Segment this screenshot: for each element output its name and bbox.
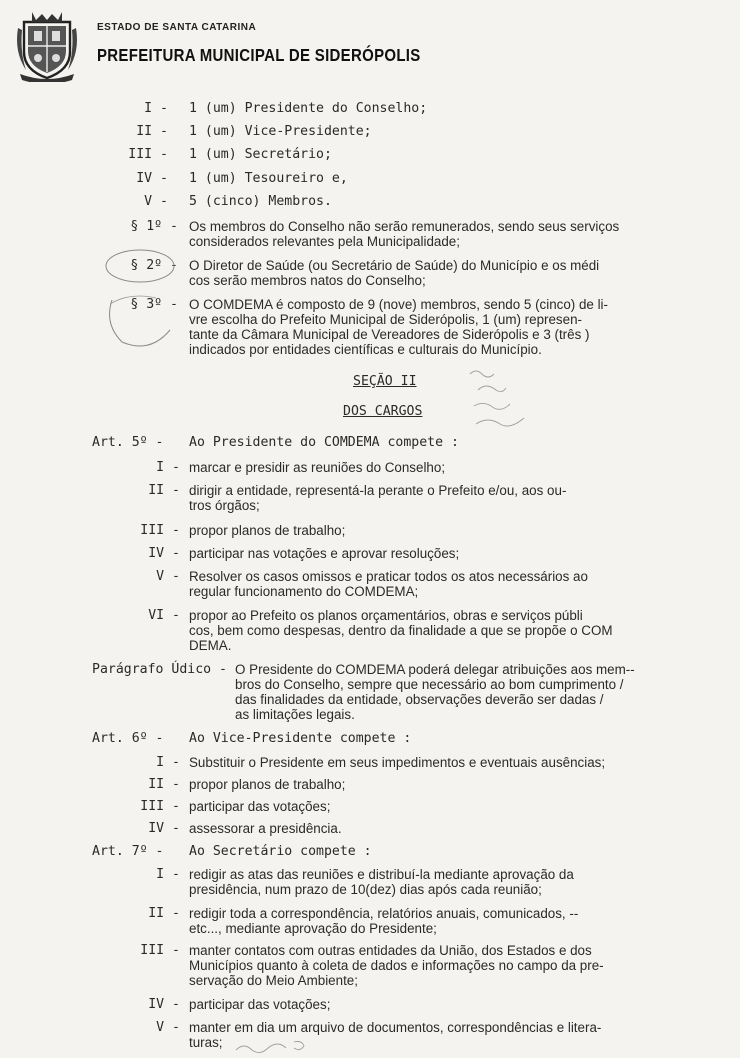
item-line: manter em dia um arquivo de documentos, correspondências e litera- (189, 1020, 602, 1035)
item-label: V - (156, 569, 180, 584)
item-label: I - (156, 755, 180, 770)
paragrafo-line: as limitações legais. (235, 707, 355, 722)
paragraph-line: O COMDEMA é composto de 9 (nove) membros, sendo 5 (cinco) de li- (189, 297, 608, 312)
list-text: 1 (um) Tesoureiro e, (189, 171, 348, 186)
item-label: III - (140, 943, 180, 958)
item-label: II - (148, 483, 180, 498)
item-line: propor planos de trabalho; (189, 523, 346, 538)
paragraph-line: vre escolha do Prefeito Municipal de Siderópolis, 1 (um) represen- (189, 312, 582, 327)
item-line: participar das votações; (189, 799, 331, 814)
header-state: ESTADO DE SANTA CATARINA (97, 22, 257, 33)
item-line: tros órgãos; (189, 498, 260, 513)
pencil-scribble-icon (232, 1036, 322, 1056)
paragraph-line: tante da Câmara Municipal de Vereadores de Siderópolis e 3 (três ) (189, 327, 590, 342)
item-line: Resolver os casos omissos e praticar todos os atos necessários ao (189, 569, 588, 584)
item-label: III - (140, 523, 180, 538)
article-text: Ao Presidente do COMDEMA compete : (189, 435, 459, 450)
paragrafo-line: das finalidades da entidade, observações deverão ser dadas / (235, 692, 604, 707)
article-label: Art. 6º - (92, 731, 164, 746)
article-text: Ao Vice-Presidente compete : (189, 731, 412, 746)
pencil-circle-marks-icon (100, 244, 180, 352)
item-line: propor planos de trabalho; (189, 777, 346, 792)
paragraph-line: cos serão membros natos do Conselho; (189, 273, 426, 288)
item-line: etc..., mediante aprovação do Presidente; (189, 921, 437, 936)
item-label: IV - (148, 546, 180, 561)
paragrafo-line: O Presidente do COMDEMA poderá delegar atribuições aos mem-- (235, 662, 635, 677)
list-label: III - (128, 147, 168, 162)
paragraph-label: § 3º - (130, 297, 178, 312)
item-line: Substituir o Presidente em seus impedimentos e eventuais ausências; (189, 755, 606, 770)
item-line: participar nas votações e aprovar resoluções; (189, 546, 460, 561)
item-label: IV - (148, 997, 180, 1012)
section-subtitle: DOS CARGOS (343, 404, 423, 419)
item-line: regular funcionamento do COMDEMA; (189, 584, 419, 599)
paragraph-line: Os membros do Conselho não serão remunerados, sendo seus serviços (189, 219, 620, 234)
item-line: redigir as atas das reuniões e distribuí-la mediante aprovação da (189, 867, 574, 882)
item-line: dirigir a entidade, representá-la perante o Prefeito e/ou, aos ou- (189, 483, 567, 498)
item-label: IV - (148, 821, 180, 836)
item-line: presidência, num prazo de 10(dez) dias após cada reunião; (189, 882, 542, 897)
list-label: IV - (136, 171, 168, 186)
article-text: Ao Secretário compete : (189, 844, 372, 859)
header-prefeitura: PREFEITURA MUNICIPAL DE SIDERÓPOLIS (97, 46, 421, 66)
item-label: II - (148, 906, 180, 921)
list-text: 5 (cinco) Membros. (189, 194, 332, 209)
paragraph-line: O Diretor de Saúde (ou Secretário de Saúde) do Município e os médi (189, 258, 600, 273)
item-label: III - (140, 799, 180, 814)
paragraph-label: § 2º - (130, 258, 178, 273)
paragraph-line: considerados relevantes pela Municipalidade; (189, 234, 460, 249)
list-label: I - (144, 101, 168, 116)
item-label: I - (156, 460, 180, 475)
item-line: turas; (189, 1035, 223, 1050)
item-label: I - (156, 867, 180, 882)
item-label: II - (148, 777, 180, 792)
article-label: Art. 7º - (92, 844, 164, 859)
list-text: 1 (um) Vice-Presidente; (189, 124, 372, 139)
list-text: 1 (um) Secretário; (189, 147, 332, 162)
list-text: 1 (um) Presidente do Conselho; (189, 101, 428, 116)
item-line: DEMA. (189, 638, 232, 653)
item-line: Municípios quanto à coleta de dados e informações no campo da pre- (189, 958, 604, 973)
item-label: V - (156, 1020, 180, 1035)
paragrafo-line: bros do Conselho, sempre que necessário ao bom cumprimento / (235, 677, 624, 692)
item-line: cos, bem como despesas, dentro da finalidade a que se propõe o COM (189, 623, 613, 638)
item-line: servação do Meio Ambiente; (189, 973, 358, 988)
item-line: propor ao Prefeito os planos orçamentários, obras e serviços públi (189, 608, 583, 623)
item-line: redigir toda a correspondência, relatórios anuais, comunicados, -- (189, 906, 579, 921)
pencil-scribble-icon (460, 362, 560, 437)
list-label: II - (136, 124, 168, 139)
section-title: SEÇÃO II (353, 374, 417, 389)
list-label: V - (144, 194, 168, 209)
article-label: Art. 5º - (92, 435, 164, 450)
paragraph-label: § 1º - (130, 219, 178, 234)
item-line: marcar e presidir as reuniões do Conselho; (189, 460, 446, 475)
item-line: assessorar a presidência. (189, 821, 342, 836)
item-label: VI - (148, 608, 180, 623)
paragrafo-label: Parágrafo Údico - (92, 662, 227, 677)
paragraph-line: indicados por entidades científicas e culturais do Município. (189, 342, 542, 357)
item-line: manter contatos com outras entidades da União, dos Estados e dos (189, 943, 592, 958)
item-line: participar das votações; (189, 997, 331, 1012)
municipal-crest-icon (14, 8, 80, 82)
